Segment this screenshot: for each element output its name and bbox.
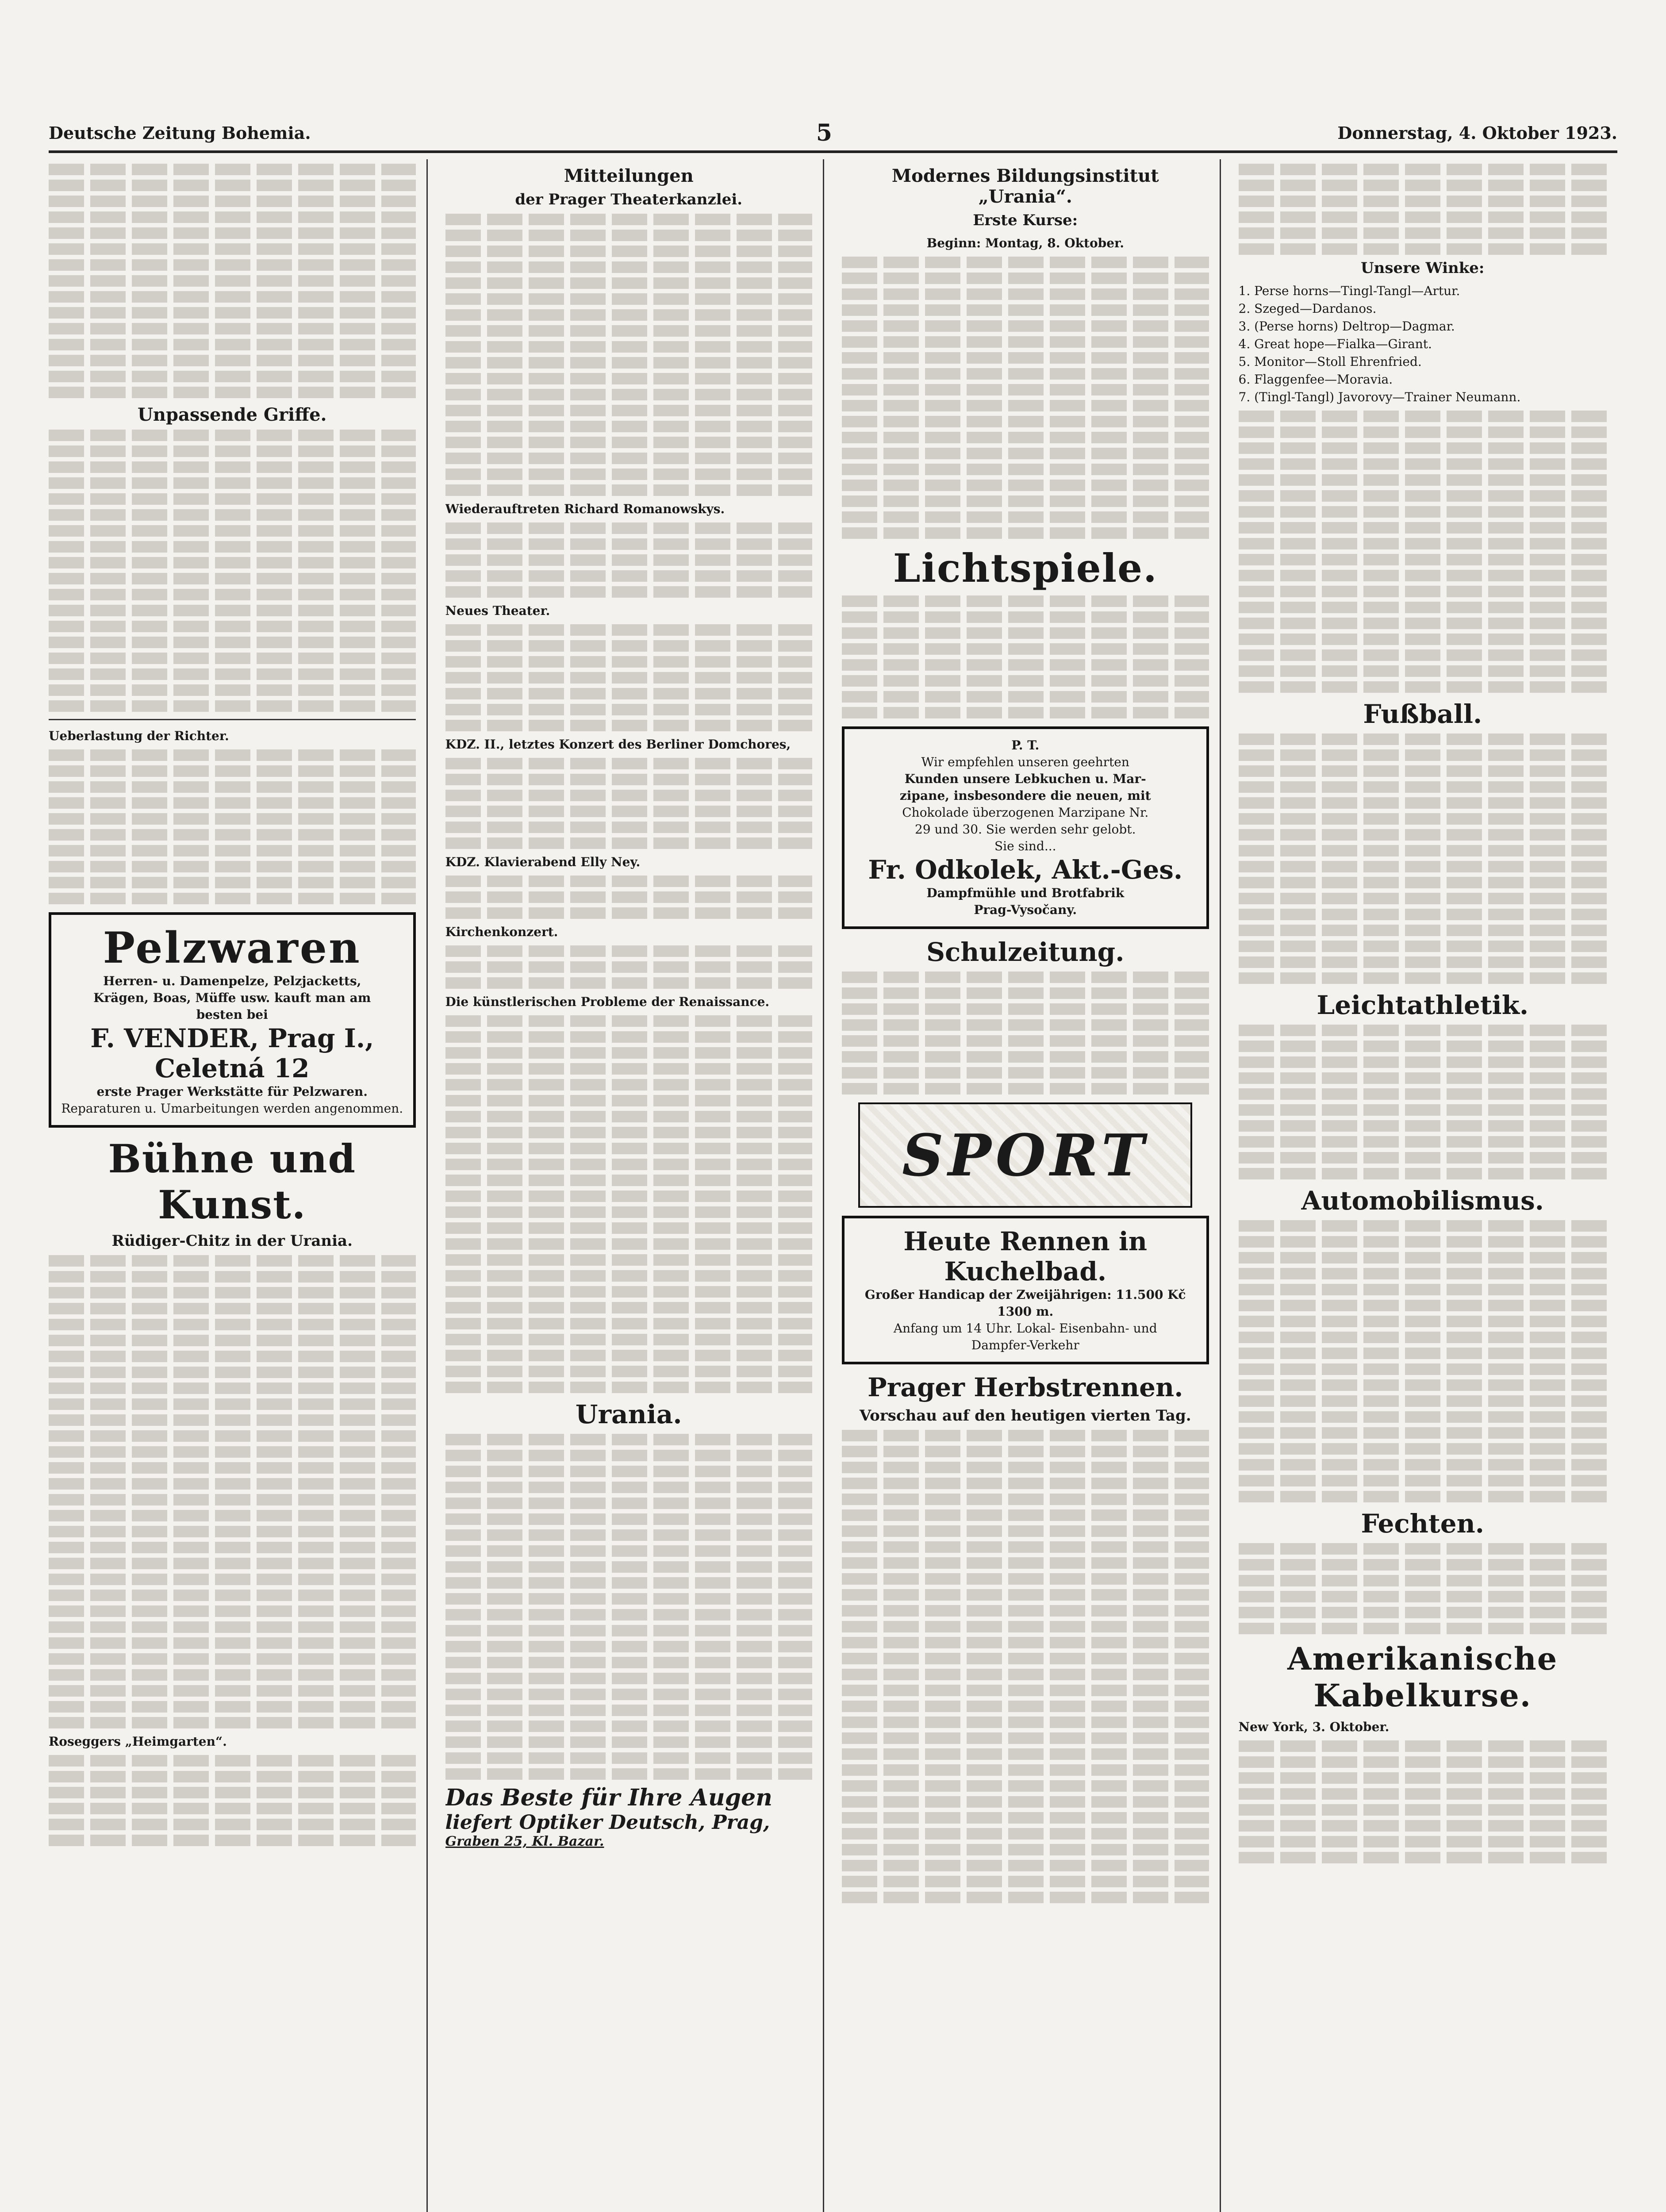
- tip-item: 1. Perse horns—Tingl-Tangl—Artur.: [1238, 284, 1460, 298]
- column-4: [1239, 159, 1618, 2212]
- ad-odkolek-line: Wir empfehlen unseren geehrten: [921, 755, 1129, 769]
- section-title-lichtspiele: Lichtspiele.: [893, 545, 1158, 591]
- ad-optiker-line: liefert Optiker Deutsch, Prag,: [445, 1811, 770, 1834]
- course-start: Beginn: Montag, 8. Oktober.: [926, 236, 1124, 250]
- ad-odkolek-line: Kunden unsere Lebkuchen u. Mar-: [904, 772, 1146, 786]
- issue-date: Donnerstag, 4. Oktober 1923.: [1337, 123, 1617, 143]
- ad-optiker-address: Graben 25, Kl. Bazar.: [445, 1834, 604, 1849]
- ad-odkolek-line: Chokolade überzogenen Marzipane Nr.: [902, 805, 1149, 820]
- column-2: [445, 159, 825, 2212]
- columns: [49, 159, 1617, 2212]
- section-title-urania: Urania.: [575, 1399, 682, 1429]
- section-title-automobilismus: Automobilismus.: [1301, 1186, 1544, 1216]
- section-title-unpassende-griffe: Unpassende Griffe.: [138, 404, 327, 425]
- lead-kirchenkonzert: Kirchenkonzert.: [445, 925, 558, 939]
- ad-odkolek-line: Dampfmühle und Brotfabrik: [926, 886, 1125, 900]
- section-title-mitteilungen: Mitteilungen: [564, 165, 694, 186]
- tip-item: 6. Flaggenfee—Moravia.: [1238, 372, 1393, 387]
- ad-kuchelbad-title: Heute Rennen in Kuchelbad.: [903, 1226, 1148, 1286]
- ad-kuchelbad-line: Anfang um 14 Uhr. Lokal- Eisenbahn- und: [893, 1321, 1157, 1336]
- section-title-leichtathletik: Leichtathletik.: [1317, 990, 1529, 1020]
- section-title-buehne-und-kunst: Bühne und Kunst.: [108, 1136, 356, 1228]
- masthead: Deutsche Zeitung Bohemia.: [49, 123, 311, 143]
- page-number: 5: [816, 119, 833, 146]
- ad-odkolek-name: Fr. Odkolek, Akt.-Ges.: [868, 855, 1183, 885]
- tip-item: 3. (Perse horns) Deltrop—Dagmar.: [1238, 319, 1455, 334]
- ad-pelzwaren: [49, 912, 416, 1128]
- tips-title: Unsere Winke:: [1361, 259, 1485, 277]
- tip-item: 5. Monitor—Stoll Ehrenfried.: [1238, 354, 1422, 369]
- subtitle-vorschau: Vorschau auf den heutigen vierten Tag.: [859, 1407, 1191, 1425]
- lead-neues-theater: Neues Theater.: [445, 603, 550, 618]
- ad-pelzwaren-line: erste Prager Werkstätte für Pelzwaren.: [96, 1084, 368, 1099]
- ad-pelzwaren-line: Herren- u. Damenpelze, Pelzjacketts,: [103, 974, 361, 988]
- section-title-kabelkurse: Amerikanische Kabelkurse.: [1287, 1640, 1558, 1714]
- section-title-herbstrennen: Prager Herbstrennen.: [868, 1372, 1183, 1402]
- column-1: [49, 159, 428, 2212]
- page-header: [49, 115, 1617, 153]
- ad-odkolek: [842, 726, 1209, 929]
- tip-item: 7. (Tingl-Tangl) Javorovy—Trainer Neumann.: [1238, 390, 1521, 404]
- ad-kuchelbad-line: Großer Handicap der Zweijährigen: 11.500 Kč 1300 m.: [864, 1287, 1186, 1319]
- lead-roseggers-heimgarten: Roseggers „Heimgarten“.: [49, 1734, 227, 1749]
- column-3: [842, 159, 1221, 2212]
- dateline-new-york: New York, 3. Oktober.: [1238, 1720, 1390, 1734]
- section-title-fechten: Fechten.: [1361, 1509, 1484, 1539]
- tip-item: 4. Great hope—Fialka—Girant.: [1238, 337, 1432, 351]
- ad-odkolek-line: P. T.: [1011, 738, 1040, 753]
- ad-odkolek-line: zipane, insbesondere die neuen, mit: [899, 788, 1151, 803]
- ad-pelzwaren-line: Reparaturen u. Umarbeitungen werden angenommen.: [61, 1101, 403, 1116]
- tips-list: [1239, 282, 1607, 406]
- tip-item: 2. Szeged—Dardanos.: [1238, 301, 1377, 316]
- lead-klavierabend: KDZ. Klavierabend Elly Ney.: [445, 855, 641, 869]
- ad-optiker-line: Das Beste für Ihre Augen: [445, 1784, 772, 1811]
- lead-renaissance: Die künstlerischen Probleme der Renaissance.: [445, 995, 770, 1009]
- ad-pelzwaren-name: F. VENDER, Prag I., Celetná 12: [90, 1023, 374, 1083]
- ad-pelzwaren-line: Krägen, Boas, Müffe usw. kauft man am: [93, 991, 371, 1005]
- ad-kuchelbad-line: Dampfer-Verkehr: [971, 1338, 1079, 1352]
- sport-banner: SPORT: [858, 1102, 1192, 1208]
- ad-optiker-deutsch: [445, 1784, 813, 1849]
- lead-ueberlastung: Ueberlastung der Richter.: [49, 729, 229, 743]
- subtitle-theaterkanzlei: der Prager Theaterkanzlei.: [515, 191, 743, 208]
- section-title-fussball: Fußball.: [1363, 699, 1482, 729]
- lead-domchor: KDZ. II., letztes Konzert des Berliner Domchores,: [445, 737, 791, 752]
- ad-odkolek-line: 29 und 30. Sie werden sehr gelobt.: [915, 822, 1136, 837]
- ad-pelzwaren-line: besten bei: [196, 1007, 268, 1022]
- section-title-schulzeitung: Schulzeitung.: [926, 937, 1125, 967]
- section-title-urania-institut: Modernes Bildungsinstitut „Urania“.: [891, 165, 1159, 207]
- ad-pelzwaren-title: Pelzwaren: [103, 923, 361, 973]
- lead-romanowsky: Wiederauftreten Richard Romanowskys.: [445, 502, 725, 516]
- subtitle-ruediger-chitz: Rüdiger-Chitz in der Urania.: [111, 1232, 353, 1250]
- subtitle-erste-kurse: Erste Kurse:: [973, 211, 1078, 229]
- ad-odkolek-line: Sie sind...: [994, 839, 1056, 853]
- ad-odkolek-line: Prag-Vysočany.: [974, 902, 1077, 917]
- ad-kuchelbad: [842, 1216, 1209, 1364]
